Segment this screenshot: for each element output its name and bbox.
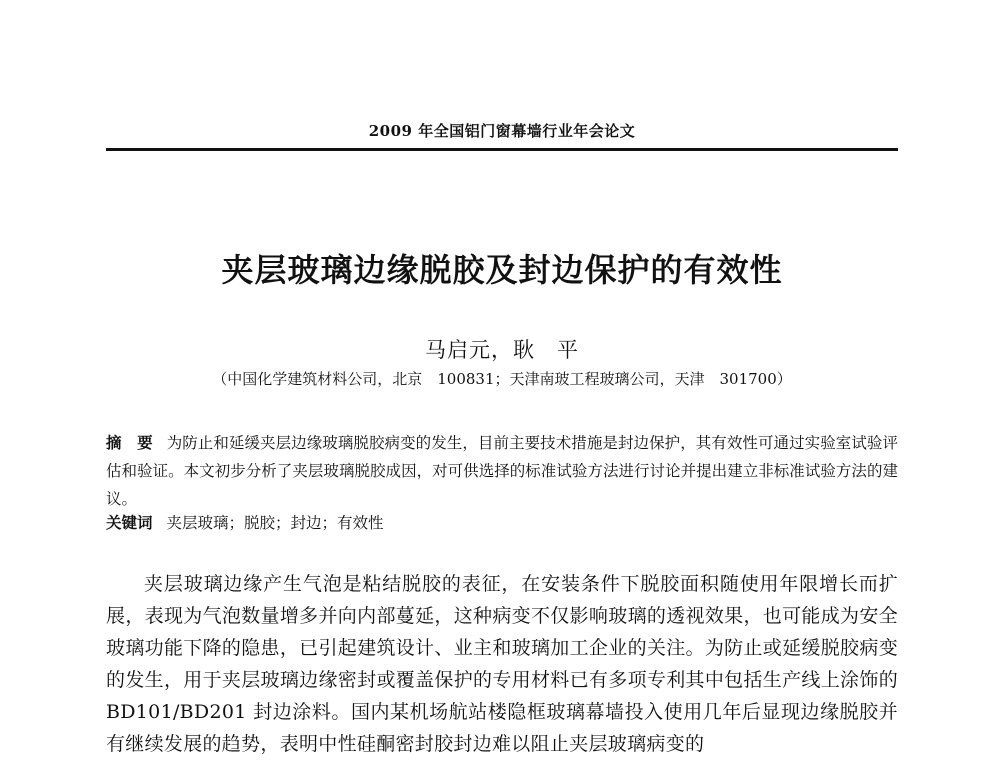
body-paragraph: 夹层玻璃边缘产生气泡是粘结脱胶的表征，在安装条件下脱胶面积随使用年限增长而扩展，表现为气泡数量增多并向内部蔓延，这种病变不仅影响玻璃的透视效果，也可能成为安全玻璃功能下降的隐患，已引起建筑设计、业主和玻璃加工企业的关注。为防止或延缓脱胶病变的发生，用于夹层玻璃边缘密封或覆盖保护的专用材料已有多项专利其中包括生产线上涂饰的 BD101/BD201 封边涂料。国内某机场航站楼隐框玻璃幕墙投入使用几年后显现边缘脱胶并有继续发展的趋势，表明中性硅酮密封胶封边难以阻止夹层玻璃病变的 [106, 573, 898, 755]
paper-title: 夹层玻璃边缘脱胶及封边保护的有效性 [221, 251, 783, 289]
header-rule [106, 148, 898, 151]
keywords-text: 夹层玻璃；脱胶；封边；有效性 [166, 514, 384, 532]
affiliation: （中国化学建筑材料公司，北京 100831；天津南玻工程玻璃公司，天津 301700） [212, 370, 792, 388]
keywords-label: 关键词 [106, 514, 153, 532]
keywords [106, 510, 898, 536]
abstract-text: 为防止和延缓夹层边缘玻璃脱胶病变的发生，目前主要技术措施是封边保护，其有效性可通过实验室试验评估和验证。本文初步分析了夹层玻璃脱胶成因，对可供选择的标准试验方法进行讨论并提出建立非标准试验方法的建议。 [106, 434, 898, 508]
authors: 马启元，耿 平 [425, 338, 579, 362]
running-header: 2009 年全国铝门窗幕墙行业年会论文 [368, 122, 636, 140]
abstract [106, 429, 898, 513]
abstract-label: 摘 要 [106, 434, 153, 452]
